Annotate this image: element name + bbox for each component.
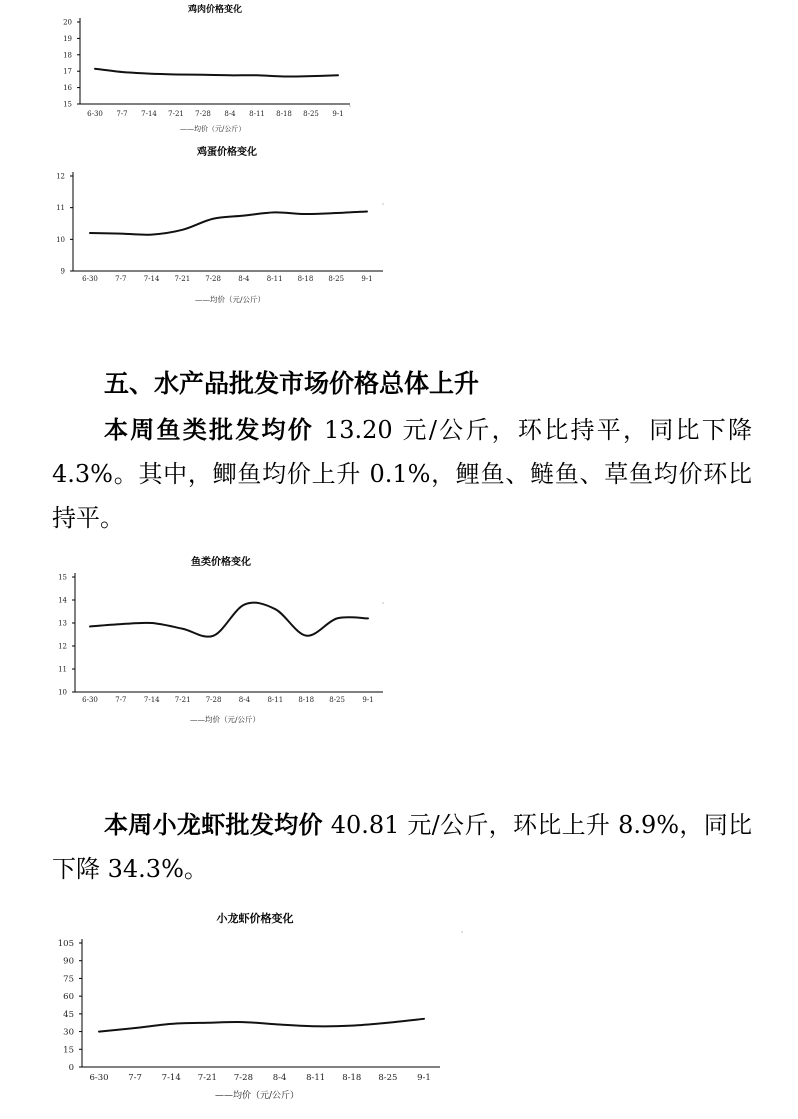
fish-legend: ——均价（元/公斤） [190,715,261,724]
crayfish-price-chart-svg [0,905,480,1115]
crayfish-y-tick-label: 45 [63,1009,74,1020]
crayfish-price-chart [0,905,480,1115]
egg-series-line [90,211,367,234]
egg-x-tick-label: 7-14 [143,275,160,283]
egg-price-chart-svg [0,142,420,312]
egg-x-tick-label: 8-18 [297,275,314,283]
fish-series-line [90,603,368,637]
fish-x-tick-label: 9-1 [362,696,374,704]
crayfish-y-tick-label: 15 [63,1045,74,1056]
chicken-y-tick-label: 20 [63,18,72,27]
egg-price-chart [0,142,420,312]
crayfish-chart-title: 小龙虾价格变化 [216,912,294,925]
chicken-y-tick-label: 17 [63,67,72,76]
egg-x-tick-label: 6-30 [82,275,98,283]
chicken-price-chart [0,0,420,140]
fish-price-chart [0,553,420,733]
crayfish-x-tick-label: 7-28 [233,1073,253,1083]
chicken-x-tick-label: 9-1 [332,110,344,118]
chicken-y-tick-label: 19 [63,34,72,43]
egg-y-tick-label: 9 [60,267,65,276]
egg-legend: ——均价（元/公斤） [195,295,266,304]
crayfish-paragraph-block [52,803,752,891]
fish-y-tick-label: 15 [58,573,67,582]
fish-price-chart-svg [0,553,420,733]
crayfish-paragraph-body: 40.81 元/公斤，环比上升 8.9%，同比下降 34.3%。 [52,811,753,883]
chicken-y-tick-label: 16 [63,84,72,93]
fish-x-tick-label: 8-25 [329,696,345,704]
fish-x-tick-label: 7-14 [143,696,160,704]
crayfish-legend: ——均价（元/公斤） [215,1091,300,1101]
crayfish-series-line [99,1019,424,1032]
crayfish-x-tick-label: 8-18 [342,1073,362,1083]
chicken-x-tick-label: 7-7 [116,110,128,118]
fish-paragraph-block [52,408,752,540]
chicken-x-tick-label: 7-28 [195,110,211,118]
chicken-x-tick-label: 8-25 [303,110,319,118]
crayfish-x-tick-label: 8-4 [272,1073,287,1083]
crayfish-x-tick-label: 9-1 [417,1073,431,1083]
fish-chart-title: 鱼类价格变化 [191,557,251,568]
fish-x-tick-label: 8-4 [238,696,251,704]
egg-x-tick-label: 9-1 [361,275,373,283]
egg-y-tick-label: 10 [56,235,65,244]
crayfish-x-tick-label: 8-25 [378,1073,398,1083]
chicken-x-tick-label: 8-4 [224,110,236,118]
fish-paragraph-lead: 本周鱼类批发均价 [104,416,315,444]
chicken-x-tick-label: 7-14 [141,110,157,118]
chicken-x-tick-label: 8-18 [276,110,292,118]
chicken-price-chart-svg [0,0,420,140]
crayfish-x-tick-label: 7-7 [128,1073,142,1083]
fish-paragraph [52,408,752,540]
chicken-x-tick-label: 7-21 [168,110,184,118]
fish-y-tick-label: 14 [58,596,67,605]
crayfish-x-tick-label: 8-11 [306,1073,326,1083]
crayfish-x-tick-label: 6-30 [89,1073,109,1083]
egg-x-tick-label: 7-28 [205,275,221,283]
egg-x-tick-label: 8-25 [328,275,345,283]
crayfish-y-tick-label: 75 [63,974,74,985]
fish-y-tick-label: 12 [58,642,67,651]
crayfish-paragraph-lead: 本周小龙虾批发均价 [104,811,323,839]
chicken-chart-title: 鸡肉价格变化 [187,5,243,15]
crayfish-y-tick-label: 90 [63,956,74,967]
fish-x-tick-label: 6-30 [82,696,98,704]
chicken-series-line [95,69,338,77]
egg-y-tick-label: 12 [56,172,65,181]
fish-x-tick-label: 7-7 [115,696,127,704]
egg-x-tick-label: 8-11 [266,275,283,283]
crayfish-x-tick-label: 7-14 [161,1073,181,1083]
chicken-y-tick-label: 18 [63,51,72,60]
crayfish-x-tick-label: 7-21 [197,1073,217,1083]
egg-chart-title: 鸡蛋价格变化 [197,147,257,158]
fish-artifact-dot [382,602,384,604]
crayfish-y-tick-label: 60 [63,992,74,1003]
fish-paragraph-body: 13.20 元/公斤，环比持平，同比下降 4.3%。其中，鲫鱼均价上升 0.1%，鲤鱼、鲢鱼、草鱼均价环比持平。 [52,416,753,532]
fish-y-tick-label: 10 [58,688,67,697]
egg-x-tick-label: 7-21 [174,275,191,283]
crayfish-y-tick-label: 0 [68,1062,74,1073]
fish-y-tick-label: 13 [58,619,67,628]
chicken-y-tick-label: 15 [63,100,72,109]
fish-x-tick-label: 7-21 [174,696,191,704]
chicken-legend: ——均价（元/公斤） [180,125,246,133]
egg-artifact-dot [382,203,384,205]
egg-x-tick-label: 7-7 [115,275,127,283]
chicken-x-tick-label: 8-11 [249,110,265,118]
egg-x-tick-label: 8-4 [238,275,250,283]
crayfish-artifact-dot [461,931,463,933]
chicken-artifact-dot [349,105,351,107]
fish-y-tick-label: 11 [58,665,67,674]
section-heading: 五、水产品批发市场价格总体上升 [104,369,480,398]
crayfish-y-tick-label: 105 [57,938,74,949]
fish-x-tick-label: 7-28 [205,696,222,704]
fish-x-tick-label: 8-18 [298,696,315,704]
crayfish-y-tick-label: 30 [63,1027,74,1038]
crayfish-paragraph [52,803,752,891]
chicken-x-tick-label: 6-30 [87,110,103,118]
fish-x-tick-label: 8-11 [267,696,284,704]
egg-y-tick-label: 11 [56,204,65,213]
